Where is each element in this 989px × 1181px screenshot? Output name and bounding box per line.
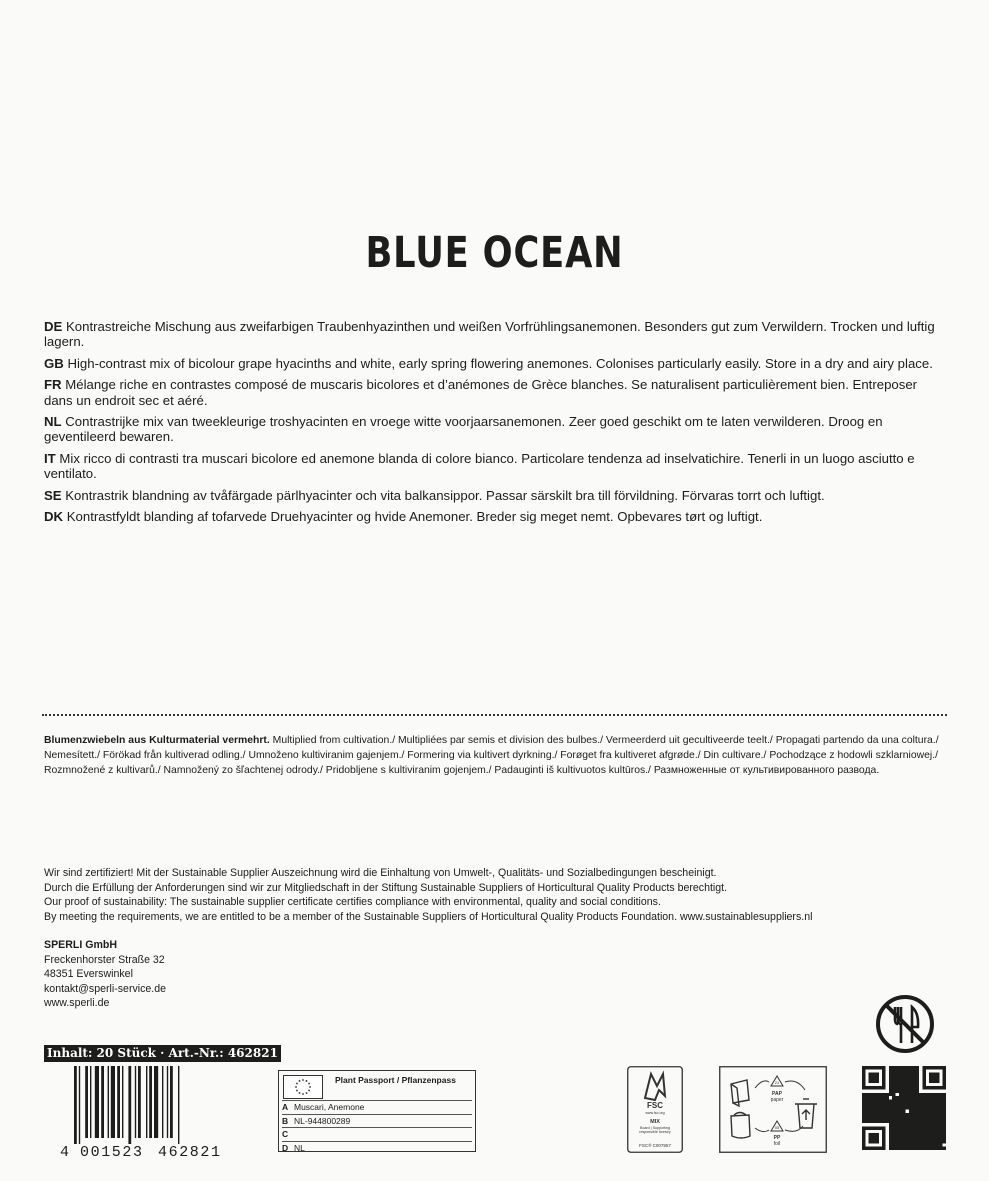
fsc-code: FSC® C007957: [639, 1143, 671, 1148]
cultivation-text: Multiplied from cultivation./ Multipliées par semis et division des bulbes./ Vermeerderd uit gecultiveerde teelt./ Propagati partendo da una coltura./ Nemesített./ Förökad från kultiverad odling./ Umnoženo kultiviranim gajenjem./ Formering via kultivert dyrkning./ Forøget fra kultiveret afgrøde./ Din cultivare./ Pochodzące z hodowli szklarniowej./ Rozmnožené z kultivarů./ Namnožený zo šľachtenej odrody./ Pridobljene s kultiviranim gojenjem./ Padauginti iš kultivuotos kultūros./ Размноженные от культивированного развода.: [44, 735, 939, 776]
passport-row: [282, 1100, 472, 1114]
lang-code: SE: [44, 487, 62, 503]
descriptions-block: [44, 319, 949, 530]
lang-code: FR: [44, 377, 62, 393]
sustainability-line: By meeting the requirements, we are entitled to be a member of the Sustainable Suppliers of Horticultural Quality Products Foundation. www.sustainablesuppliers.nl: [44, 910, 813, 923]
passport-key: D: [282, 1142, 289, 1153]
product-title: BLUE OCEAN: [365, 228, 624, 278]
description-gb: [44, 356, 949, 371]
description-dk: [44, 509, 949, 524]
pap-number: 21: [774, 1080, 780, 1085]
company-city: 48351 Everswinkel: [44, 968, 133, 980]
lang-code: GB: [44, 355, 64, 371]
description-text: Mix ricco di contrasti tra muscari bicolore ed anemone blanda di colore bianco. Particolare tendenza ad inselvatichire. Tenerli in un luogo asciutto e ventilato.: [44, 450, 915, 482]
sustainability-line: Our proof of sustainability: The sustainable supplier certificate certifies compliance with environmental, quality and social conditions.: [44, 896, 661, 908]
description-text: Kontrastrik blandning av tvåfärgade pärlhyacinter och vita balkansippor. Passar särskilt bra till förvildning. Förvaras torrt och luftigt.: [65, 487, 825, 503]
dotted-divider: [42, 714, 947, 716]
passport-row: [282, 1127, 472, 1141]
fsc-brand: FSC: [647, 1101, 663, 1110]
description-text: Kontrastfyldt blanding af tofarvede Druehyacinter og hvide Anemoner. Breder sig meget nemt. Opbevares tørt og luftigt.: [66, 509, 763, 525]
qr-code-icon[interactable]: [862, 1066, 946, 1150]
passport-row: [282, 1141, 472, 1155]
fsc-tree-icon: [645, 1074, 665, 1100]
description-text: High-contrast mix of bicolour grape hyacinths and white, early spring flowering anemones. Colonises particularly easily. Store in a dry and airy place.: [67, 355, 933, 371]
lang-code: DK: [44, 509, 64, 525]
passport-title: Plant Passport / Pflanzenpass: [335, 1075, 456, 1085]
sustainability-note: [44, 866, 949, 924]
sustainability-line: Durch die Erfüllung der Anforderungen sind wir zur Mitgliedschaft in der Stiftung Sustainable Suppliers of Horticultural Quality Products berechtigt.: [44, 881, 728, 894]
recycling-info: [719, 1066, 827, 1153]
bag-icon: [731, 1113, 750, 1139]
lang-code: DE: [44, 319, 63, 334]
cultivation-note: [44, 733, 949, 778]
description-it: [44, 451, 949, 482]
company-address: [44, 938, 166, 1011]
passport-key: B: [282, 1115, 289, 1126]
pap-sub: paper: [770, 1097, 784, 1103]
description-fr: [44, 377, 949, 408]
barcode: [60, 1066, 240, 1158]
description-de: [44, 319, 949, 350]
pap-label: PAP: [772, 1091, 782, 1097]
fsc-claim: Board | Supporting responsible forestry: [639, 1126, 671, 1134]
barcode-digits-right: 462821: [158, 1144, 222, 1158]
barcode-digits-left: 001523: [80, 1144, 144, 1158]
company-website[interactable]: www.sperli.de: [44, 997, 110, 1009]
description-text: Mélange riche en contrastes composé de muscaris bicolores et d’anémones de Grèce blanches. Se naturalisent particulièrement bien. Entreposer dans un endroit sec et aéré.: [44, 377, 918, 408]
passport-value: Muscari, Anemone: [294, 1102, 365, 1112]
passport-key: C: [282, 1129, 289, 1139]
pp-sub: foil: [773, 1141, 781, 1147]
lang-code: IT: [44, 450, 56, 466]
passport-value: NL-944800289: [294, 1115, 351, 1126]
passport-value: NL: [294, 1142, 305, 1153]
recycle-bin-icon: [795, 1099, 817, 1128]
passport-row: [282, 1114, 472, 1128]
fsc-logo: [627, 1066, 683, 1153]
barcode-digit-lead: 4: [60, 1144, 70, 1158]
company-email[interactable]: kontakt@sperli-service.de: [44, 982, 167, 995]
fsc-mix: MIX: [650, 1119, 660, 1125]
company-name: SPERLI GmbH: [44, 939, 117, 951]
description-text: Contrastrijke mix van tweekleurige troshyacinten en vroege witte voorjaarsanemonen. Zeer goed geschikt om te laten verwilderen. Droog en geventileerd bewaren.: [44, 414, 883, 445]
pp-number: 05: [774, 1125, 780, 1130]
no-cutlery-icon: [874, 993, 936, 1055]
lang-code: NL: [44, 414, 62, 430]
company-street: Freckenhorster Straße 32: [44, 953, 165, 966]
fsc-url: www.fsc.org: [645, 1111, 665, 1115]
eu-flag-icon: [283, 1075, 323, 1099]
description-nl: [44, 414, 949, 445]
content-label: Inhalt: 20 Stück · Art.-Nr.: 462821: [44, 1045, 281, 1062]
box-icon: [731, 1080, 749, 1106]
sustainability-line: Wir sind zertifiziert! Mit der Sustainable Supplier Auszeichnung wird die Einhaltung von Umwelt-, Qualitäts- und Sozialbedingungen bescheinigt.: [44, 867, 717, 879]
description-se: [44, 488, 949, 503]
cultivation-bold: Blumenzwiebeln aus Kulturmaterial vermehrt.: [44, 735, 270, 746]
passport-key: A: [282, 1102, 289, 1112]
plant-passport: [278, 1070, 476, 1152]
pp-label: PP: [773, 1135, 781, 1141]
description-text: Kontrastreiche Mischung aus zweifarbigen Traubenhyazinthen und weißen Vorfrühlingsanemonen. Besonders gut zum Verwildern. Trocken und luftig lagern.: [44, 319, 935, 350]
